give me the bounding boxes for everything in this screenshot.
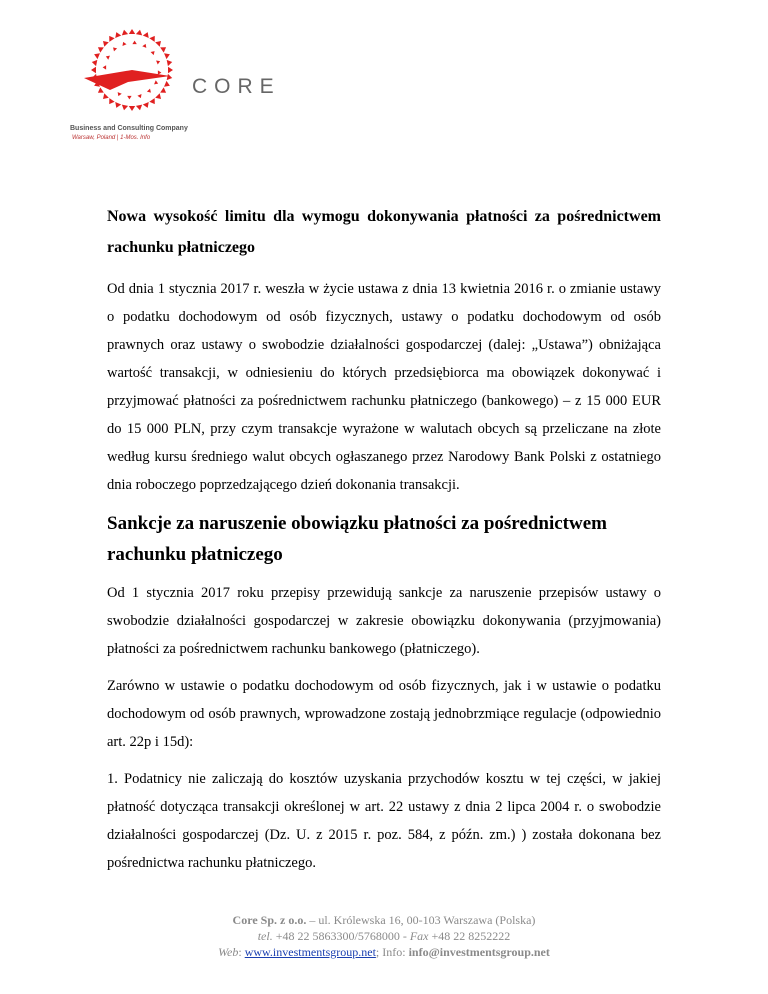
footer-fax-label: Fax — [409, 929, 429, 943]
logo-ray-icon — [94, 53, 100, 59]
brand-tagline: Business and Consulting Company — [70, 125, 188, 132]
logo-ray-icon — [142, 44, 146, 48]
brand-location: Warsaw, Poland | 1-Mos. Info — [72, 135, 151, 141]
logo-ray-icon — [103, 93, 109, 99]
logo-ray-icon — [149, 36, 154, 42]
logo-ray-icon — [129, 106, 135, 111]
logo-ray-icon — [122, 105, 128, 111]
footer-web-sep: : — [238, 945, 245, 959]
logo-ray-icon — [168, 67, 173, 73]
section-heading: Sankcje za naruszenie obowiązku płatności za pośrednictwem rachunku płatniczego — [107, 513, 607, 565]
logo-ray-icon — [167, 74, 173, 80]
footer-company: Core Sp. z o.o. — [232, 913, 307, 927]
logo-ray-icon — [98, 87, 104, 92]
logo-swoosh-icon — [84, 70, 170, 90]
logo-ray-icon — [103, 65, 107, 69]
logo-ray-icon — [122, 30, 128, 36]
logo-ray-icon — [132, 41, 136, 45]
logo-ray-icon — [92, 60, 98, 66]
logo-ray-icon — [115, 102, 121, 108]
logo-ray-icon — [158, 70, 162, 74]
logo-ray-icon — [136, 30, 142, 36]
logo-ray-icon — [155, 41, 161, 47]
logo-ray-icon — [151, 51, 155, 55]
logo-ray-icon — [143, 102, 149, 108]
logo-ray-icon — [109, 36, 114, 42]
brand-name: CORE — [192, 75, 281, 98]
document-title: Nowa wysokość limitu dla wymogu dokonywania płatności za pośrednictwem rachunku płatniczego — [107, 208, 661, 256]
logo-ray-icon — [143, 32, 149, 38]
logo-ray-icon — [106, 56, 110, 60]
website-link[interactable]: www.investmentsgroup.net — [244, 945, 376, 959]
sunburst-logo-icon — [70, 20, 200, 120]
logo-ray-icon — [167, 60, 173, 66]
company-logo — [70, 20, 280, 160]
footer-fax: +48 22 8252222 — [428, 929, 511, 943]
email-text[interactable]: info@investmentsgroup.net — [408, 945, 550, 959]
logo-ray-icon — [156, 60, 160, 64]
paragraph-regulations: Zarówno w ustawie o podatku dochodowym od osób fizycznych, jak i w ustawie o podatku dochodowym od osób prawnych, wprowadzone zostają jednobrzmiące regulacje (odpowiednio art. 22p i 15d): — [107, 678, 661, 750]
logo-ray-icon — [118, 92, 122, 96]
footer-address-line — [0, 912, 768, 928]
logo-ray-icon — [136, 105, 142, 111]
paragraph-sanctions: Od 1 stycznia 2017 roku przepisy przewidują sankcje za naruszenie przepisów ustawy o swobodzie działalności gospodarczej w zakresie obowiązku dokonywania (przyjmowania) płatności za pośrednictwem rachunku bankowego (płatniczego). — [107, 585, 661, 657]
logo-ray-icon — [147, 89, 151, 93]
logo-ray-icon — [154, 80, 158, 84]
footer-tel-label: tel. — [257, 929, 273, 943]
logo-ray-icon — [103, 41, 109, 47]
paragraph-point-1: 1. Podatnicy nie zaliczają do kosztów uzyskania przychodów kosztu w tej części, w jakiej płatność dotycząca transakcji określonej w art. 22 ustawy z dnia 2 lipca 2004 r. o swobodzie działalności gospodarczej (Dz. U. z 2015 r. poz. 584, z późn. zm.) ) została dokonana bez pośrednictwa rachunku płatniczego. — [107, 771, 661, 871]
logo-ray-icon — [113, 47, 117, 51]
logo-ray-icon — [127, 96, 131, 100]
footer-phone-line — [0, 928, 768, 944]
footer-web-line — [0, 944, 768, 960]
intro-paragraph: Od dnia 1 stycznia 2017 r. weszła w życie ustawa z dnia 13 kwietnia 2016 r. o zmianie ustawy o podatku dochodowym od osób fizycznych, ustawy o podatku dochodowym od osób prawnych oraz ustawy o swobodzie działalności gospodarczej (dalej: „Ustawa”) obniżająca wartość transakcji, w odniesieniu do których przedsiębiorca ma obowiązek dokonywać i przyjmować płatności za pośrednictwem rachunku płatniczego (bankowego) – z 15 000 EUR do 15 000 PLN, przy czym transakcje wyrażone w walutach obcych są przeliczane na złote według kursu średniego walut obcych ogłaszanego przez Narodowy Bank Polski z ostatniego dnia roboczego poprzedzającego dzień dokonania transakcji. — [107, 281, 661, 493]
logo-ray-icon — [109, 98, 114, 104]
logo-ray-icon — [98, 47, 104, 52]
logo-ray-icon — [164, 81, 170, 87]
logo-ray-icon — [137, 94, 141, 98]
footer-info-label: ; Info: — [375, 945, 409, 959]
footer-web-label: Web — [218, 945, 239, 959]
logo-ray-icon — [91, 67, 96, 73]
logo-ray-icon — [155, 93, 161, 99]
logo-ray-icon — [164, 53, 170, 59]
logo-ray-icon — [149, 98, 154, 104]
logo-ray-icon — [160, 87, 166, 92]
logo-ray-icon — [122, 42, 126, 46]
document-body — [107, 201, 661, 877]
page-footer — [0, 912, 768, 960]
logo-ray-icon — [160, 47, 166, 52]
footer-address: – ul. Królewska 16, 00-103 Warszawa (Polska) — [306, 913, 536, 927]
logo-ray-icon — [129, 29, 135, 34]
logo-ray-icon — [115, 32, 121, 38]
footer-tel: +48 22 5863300/5768000 - — [272, 929, 410, 943]
